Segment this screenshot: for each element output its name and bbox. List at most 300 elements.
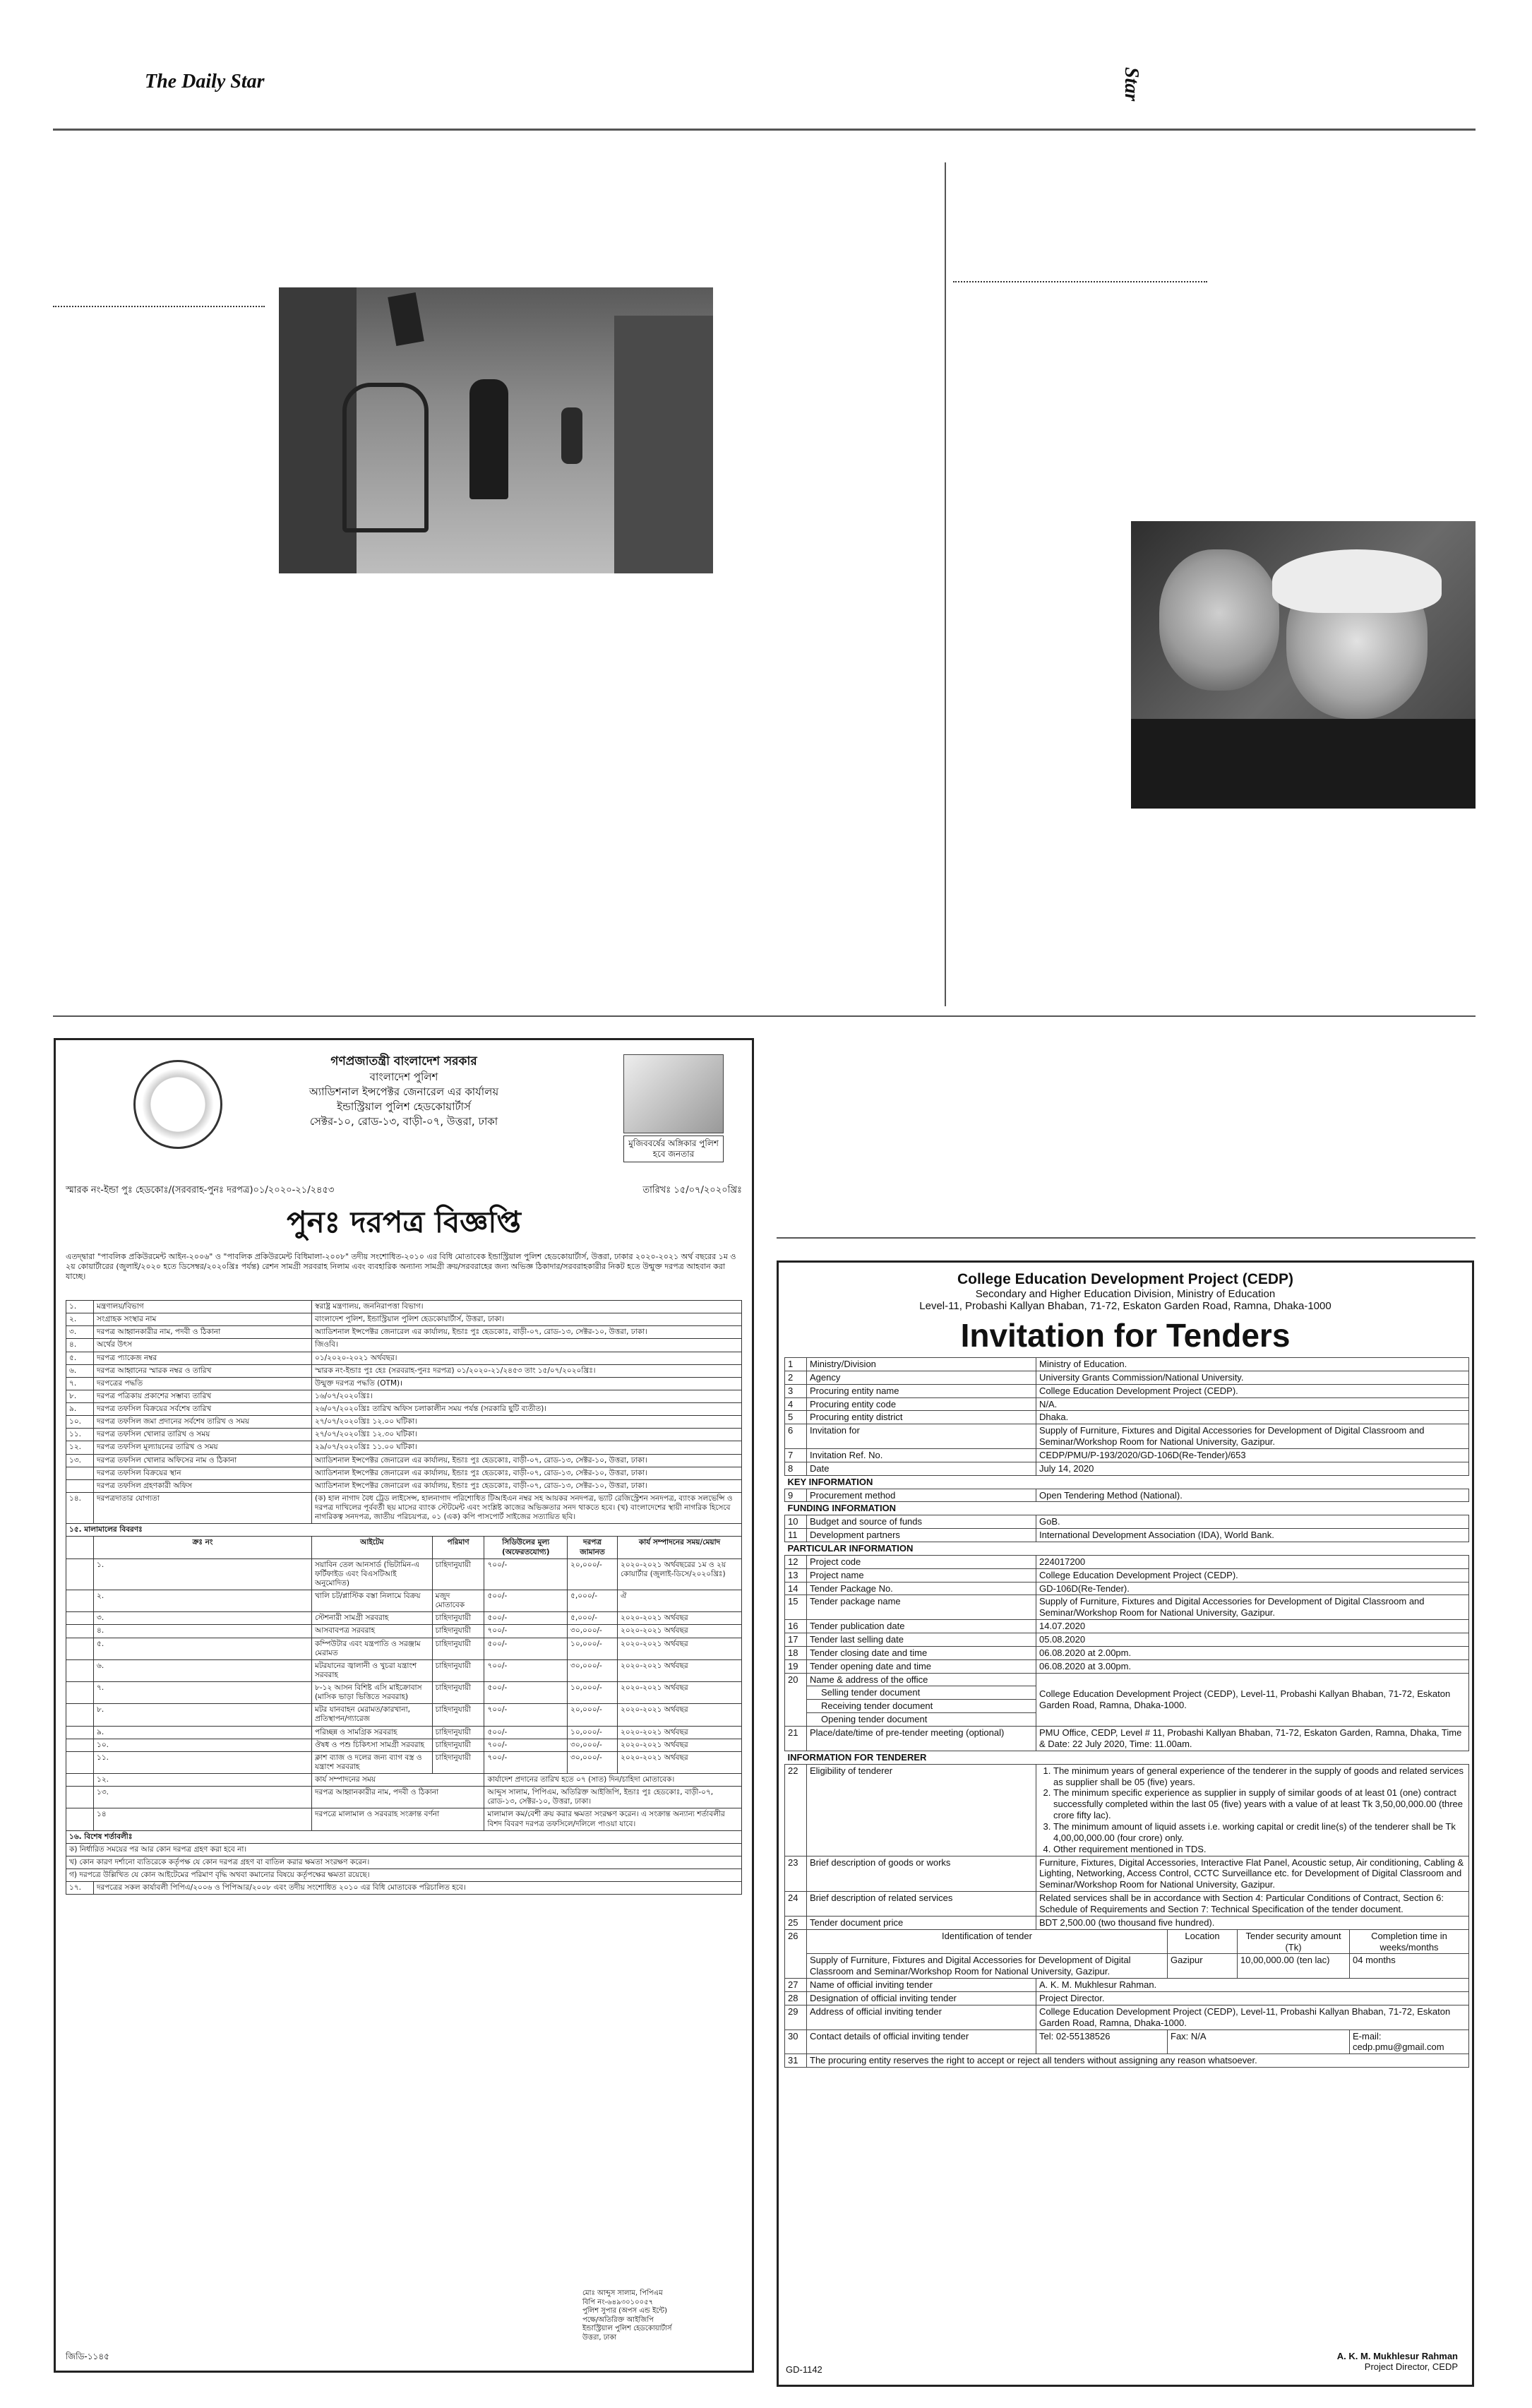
org-address: Level-11, Probashi Kallyan Bhaban, 71-72, Eskaton Garden Road, Ramna, Dhaka-1000 <box>919 1300 1331 1312</box>
notice-table <box>66 1300 742 1895</box>
table-cell: ঐ <box>618 1590 742 1612</box>
table-cell: Procuring entity code <box>807 1397 1036 1411</box>
notice-intro: এতদ্দ্বারা "পাবলিক প্রকিউরমেন্ট আইন-২০০৬" ও "পাবলিক প্রকিউরমেন্ট বিধিমালা-২০০৮" তদীয় সংশোধিত-২০১০ এর বিধি মোতাবেক ইন্ডাস্ট্রিয়াল পুলিশ হেডকোয়ার্টার্স, উত্তরা, ঢাকার ২০২০-২০২১ অর্থ বছরের ১ম ও ২য় কোয়ার্টারের (জুলাই/২০২০ হতে ডিসেম্বর/২০২০খ্রিঃ পর্যন্ত) রেশন সামগ্রী সরবরাহ নিলাম এবং ব্যবহারিক অন্যান্য সামগ্রী ক্রয়/সরবরাহের জন্য অভিজ্ঞ ঠিকাদার/সরবরাহকারীর নিকট হতে উন্মুক্ত দরপত্র আহবান করা যাচ্ছে। <box>66 1252 736 1281</box>
org-division: Secondary and Higher Education Division, Ministry of Education <box>975 1288 1276 1300</box>
table-cell: College Education Development Project (CEDP). <box>1036 1568 1469 1582</box>
table-cell: College Education Development Project (CEDP), Level-11, Probashi Kallyan Bhaban, 71-72, Eskaton Garden Road, Ramna, Dhaka-1000. <box>1036 1673 1469 1726</box>
table-cell: E-mail: cedp.pmu@gmail.com <box>1350 2029 1469 2054</box>
table-cell: ২০২০-২০২১ অর্থবছর <box>618 1751 742 1773</box>
table-cell: ৪. <box>94 1625 312 1638</box>
table-cell: Ministry of Education. <box>1036 1358 1469 1371</box>
table-cell: ৫. <box>94 1638 312 1659</box>
table-cell: দরপত্র তফসিল খোলার অফিসের নাম ও ঠিকানা <box>94 1454 312 1467</box>
table-cell: Agency <box>807 1371 1036 1384</box>
table-row <box>66 1467 742 1479</box>
table-cell: Procuring entity district <box>807 1411 1036 1424</box>
table-row <box>785 1449 1469 1462</box>
table-row <box>66 1869 742 1882</box>
table-cell: 9 <box>785 1489 807 1502</box>
table-row <box>785 1916 1469 1929</box>
table-cell: ৫০০/- <box>484 1590 568 1612</box>
table-cell: 7 <box>785 1449 807 1462</box>
table-cell: বাংলাদেশ পুলিশ, ইন্ডাস্ট্রিয়াল পুলিশ হেডকোয়ার্টার্স, উত্তরা, ঢাকা। <box>312 1313 742 1326</box>
table-cell: দরপত্রের সকল কার্যাবলী পিপিএ/২০০৬ ও পিপিআর/২০০৮ এবং তদীয় সংশোধিত ২০১০ এর বিধি মোতাবেক পরিচালিত হবে। <box>94 1882 742 1895</box>
table-cell: 26 <box>785 1929 807 1978</box>
table-cell: চাহিদানুযায়ী <box>432 1659 484 1681</box>
table-cell: 18 <box>785 1646 807 1659</box>
list-item: 1. The minimum years of general experience of the tenderer in the supply of goods and related services as supplier shall be 05 (five) years. <box>1053 1765 1466 1788</box>
table-cell: 14.07.2020 <box>1036 1620 1469 1633</box>
table-row <box>785 1929 1469 1954</box>
table-cell: 15 <box>785 1595 807 1620</box>
table-cell: মটরযানের জ্বালানী ও খুচরা যন্ত্রাংশ সরবরাহ <box>312 1659 433 1681</box>
table-cell: কার্য সম্পাদনের সময়/মেয়াদ <box>618 1537 742 1558</box>
table-cell: ৫০০/- <box>484 1638 568 1659</box>
table-cell: ২৯/০৭/২০২০খ্রিঃ ১১.০০ ঘটিকা। <box>312 1441 742 1454</box>
column-divider <box>945 162 946 1006</box>
table-cell: ১৩. <box>66 1454 94 1467</box>
table-cell: ৩০,০০০/- <box>568 1625 618 1638</box>
table-cell: ৩০,০০০/- <box>568 1659 618 1681</box>
table-row <box>785 1489 1469 1502</box>
police-seal-icon <box>133 1060 222 1149</box>
table-cell: Project name <box>807 1568 1036 1582</box>
table-cell: ২০২০-২০২১ অর্থবছর <box>618 1682 742 1704</box>
table-cell: ১৫. মালামালের বিবরণঃ <box>66 1524 742 1537</box>
table-row <box>66 1416 742 1429</box>
table-cell: চাহিদানুযায়ী <box>432 1682 484 1704</box>
table-cell: 06.08.2020 at 2.00pm. <box>1036 1646 1469 1659</box>
table-row <box>785 1358 1469 1371</box>
table-cell: আইটেম <box>312 1537 433 1558</box>
table-cell: ৭০০/- <box>484 1558 568 1590</box>
table-cell: 13 <box>785 1568 807 1582</box>
table-cell: ৭০০/- <box>484 1751 568 1773</box>
memo-ref: স্মারক নং-ইন্ডা পুঃ হেডকোঃ/(সরবরাহ-পুনঃ দরপত্র)০১/২০২০-২১/২৪৫৩ <box>66 1185 335 1196</box>
table-row <box>785 1751 1469 1764</box>
table-cell: ৫০০/- <box>484 1612 568 1625</box>
table-cell: 11 <box>785 1529 807 1542</box>
tender-title: Invitation for Tenders <box>960 1317 1291 1354</box>
table-cell: College Education Development Project (CEDP), Level-11, Probashi Kallyan Bhaban, 71-72, Eskaton Garden Road, Ramna, Dhaka-1000. <box>1036 2005 1469 2029</box>
table-cell: Furniture, Fixtures, Digital Accessories, Interactive Flat Panel, Acoustic setup, Air conditioning, Cabling & Lighting, Networking, Access Control, CCTC Surveillance etc. for Development of Digital Classroom and Seminar/Workshop Room for National University, Gazipur. <box>1036 1856 1469 1892</box>
header-line: ইন্ডাস্ট্রিয়াল পুলিশ হেডকোয়ার্টার্স <box>337 1099 471 1113</box>
table-cell: Dhaka. <box>1036 1411 1469 1424</box>
street-lockdown-photo <box>279 287 713 573</box>
table-row <box>785 1954 1469 1979</box>
table-row <box>66 1682 742 1704</box>
table-cell: ৯. <box>94 1726 312 1739</box>
table-cell: ১০. <box>66 1416 94 1429</box>
table-cell: 19 <box>785 1659 807 1673</box>
table-cell: A. K. M. Mukhlesur Rahman. <box>1036 1979 1469 1992</box>
list-item: 4. Other requirement mentioned in TDS. <box>1053 1844 1466 1855</box>
table-cell: The procuring entity reserves the right to accept or reject all tenders without assigning any reason whatsoever. <box>807 2054 1469 2068</box>
table-cell: Tender Package No. <box>807 1582 1036 1595</box>
table-row <box>785 1595 1469 1620</box>
table-cell: ২০,০০০/- <box>568 1558 618 1590</box>
table-cell: Contact details of official inviting tender <box>807 2029 1036 2054</box>
table-cell: 2 <box>785 1371 807 1384</box>
table-row <box>66 1454 742 1467</box>
table-cell: Name of official inviting tender <box>807 1979 1036 1992</box>
org-name: College Education Development Project (CEDP) <box>957 1271 1294 1287</box>
table-cell: ৫. <box>66 1352 94 1364</box>
table-cell: Supply of Furniture, Fixtures and Digital Accessories for Development of Digital Classroom and Seminar/Workshop Room for National University, Gazipur. <box>807 1954 1168 1979</box>
table-cell: CEDP/PMU/P-193/2020/GD-106D(Re-Tender)/653 <box>1036 1449 1469 1462</box>
table-cell: Brief description of related services <box>807 1892 1036 1917</box>
header-line: সেক্টর-১০, রোড-১৩, বাড়ী-০৭, উত্তরা, ঢাকা <box>309 1114 498 1128</box>
table-cell: Designation of official inviting tender <box>807 1991 1036 2005</box>
table-cell <box>66 1479 94 1492</box>
table-row <box>66 1739 742 1751</box>
table-cell: চাহিদানুযায়ী <box>432 1726 484 1739</box>
leaders-photo <box>1131 521 1476 809</box>
table-cell: ০১/২০২০-২০২১ অর্থবছর। <box>312 1352 742 1364</box>
table-cell: Brief description of goods or works <box>807 1856 1036 1892</box>
table-cell: ক্লাশ ব্যাজ ও দলের জন্য ব্যাগ বস্ত্র ও যন্ত্রাংশ সরবরাহ <box>312 1751 433 1773</box>
table-row <box>66 1726 742 1739</box>
table-row <box>785 1659 1469 1673</box>
table-row <box>66 1352 742 1364</box>
table-cell: ১৩. <box>94 1787 312 1808</box>
table-cell: Tender closing date and time <box>807 1646 1036 1659</box>
table-row <box>785 1515 1469 1529</box>
table-cell: ৩. <box>66 1326 94 1339</box>
table-cell: স্মারক নং-ইন্ডাঃ পুঃ হেঃ (সরবরাহ-পুনঃ দরপত্র) ০১/২০২০-২১/২৪৫৩ তাং ১৫/০৭/২০২০খ্রিঃ। <box>312 1364 742 1377</box>
table-cell: ৭০০/- <box>484 1659 568 1681</box>
table-cell: ৭০০/- <box>484 1704 568 1726</box>
table-cell: Development partners <box>807 1529 1036 1542</box>
table-cell: ৮-১২ আসন বিশিষ্ট এসি মাইক্রোবাস (মাসিক ভাড়া ভিত্তিতে সরবরাহ) <box>312 1682 433 1704</box>
table-cell: Identification of tender <box>807 1929 1168 1954</box>
table-cell: ২০,০০০/- <box>568 1704 618 1726</box>
table-row <box>66 1364 742 1377</box>
table-cell: অ্যাডিশনাল ইন্সপেক্টর জেনারেল এর কার্যালয়, ইন্ডাঃ পুঃ হেডকোঃ, বাড়ী-০৭, রোড-১৩, সেক্টর-১০, উত্তরা, ঢাকা। <box>312 1454 742 1467</box>
table-cell: ২৭/০৭/২০২০খ্রিঃ ১২.৩০ ঘটিকা। <box>312 1429 742 1441</box>
table-cell: মন্ত্রণালয়/বিভাগ <box>94 1301 312 1313</box>
sign-line: পুলিশ সুপার (অপস এন্ড ইন্টে) <box>582 2307 668 2315</box>
table-cell: দরপত্র প্যাকেজ নম্বর <box>94 1352 312 1364</box>
table-cell: ২. <box>94 1590 312 1612</box>
table-cell: Tender publication date <box>807 1620 1036 1633</box>
table-cell: Ministry/Division <box>807 1358 1036 1371</box>
table-cell: Procuring entity name <box>807 1384 1036 1397</box>
masthead-logo-right: Star <box>1120 67 1142 102</box>
table-cell: দরপত্র তফসিল গ্রহণকারী অফিস <box>94 1479 312 1492</box>
table-row <box>66 1492 742 1523</box>
table-row <box>785 1991 1469 2005</box>
table-cell: 10 <box>785 1515 807 1529</box>
table-cell: অ্যাডিশনাল ইন্সপেক্টর জেনারেল এর কার্যালয়, ইন্ডাঃ পুঃ হেডকোঃ, বাড়ী-০৭, রোড-১৩, সেক্টর-১০, উত্তরা, ঢাকা। <box>312 1479 742 1492</box>
table-row <box>785 1568 1469 1582</box>
table-cell: 23 <box>785 1856 807 1892</box>
table-cell: ১৬/০৭/২০২০খ্রিঃ। <box>312 1390 742 1402</box>
sign-title: Project Director, CEDP <box>1364 2361 1458 2372</box>
table-cell: ১৬. বিশেষ শর্তাবলীঃ <box>66 1830 742 1843</box>
table-row <box>66 1808 742 1830</box>
table-row <box>66 1625 742 1638</box>
table-cell: ১০,০০০/- <box>568 1726 618 1739</box>
table-cell: ২. <box>66 1313 94 1326</box>
table-cell: ১৪. <box>66 1492 94 1523</box>
table-cell: Selling tender document <box>807 1686 1036 1700</box>
table-row <box>785 1529 1469 1542</box>
table-cell: 06.08.2020 at 3.00pm. <box>1036 1659 1469 1673</box>
table-row <box>66 1479 742 1492</box>
table-cell: 21 <box>785 1727 807 1751</box>
table-cell: ৩০,০০০/- <box>568 1751 618 1773</box>
table-cell: 04 months <box>1350 1954 1469 1979</box>
table-cell: দরপত্র তফসিল খোলার তারিখ ও সময় <box>94 1429 312 1441</box>
table-cell: দরপত্র তফসিল জমা প্রদানের সর্বশেষ তারিখ ও সময় <box>94 1416 312 1429</box>
memo-date: তারিখঃ ১৫/০৭/২০২০খ্রিঃ <box>642 1185 742 1196</box>
table-row <box>66 1590 742 1612</box>
table-cell: ২০২০-২০২১ অর্থবছর <box>618 1659 742 1681</box>
table-row <box>785 1727 1469 1751</box>
table-cell: ৯. <box>66 1403 94 1416</box>
notice-title: পুনঃ দরপত্র বিজ্ঞপ্তি <box>287 1205 521 1239</box>
table-cell: দরপত্র তফসিল মূল্যায়নের তারিখ ও সময় <box>94 1441 312 1454</box>
table-row <box>785 1502 1469 1515</box>
table-cell: Name & address of the office <box>807 1673 1036 1686</box>
table-cell: দরপত্র তফসিল বিক্রয়ের স্থান <box>94 1467 312 1479</box>
table-cell: 5 <box>785 1411 807 1424</box>
table-cell: ১০. <box>94 1739 312 1751</box>
sign-line: বিপি নং-৬৪৯৩০১০০৫৭ <box>582 2298 654 2306</box>
table-cell: Opening tender document <box>807 1713 1036 1727</box>
sign-line: ইন্ডাস্ট্রিয়াল পুলিশ হেডকোয়ার্টার্স <box>582 2325 672 2332</box>
dotted-rule-left <box>53 306 265 307</box>
table-cell: Invitation for <box>807 1424 1036 1449</box>
table-row <box>66 1787 742 1808</box>
table-cell: GoB. <box>1036 1515 1469 1529</box>
table-cell: FUNDING INFORMATION <box>785 1502 1469 1515</box>
table-cell: Supply of Furniture, Fixtures and Digital Accessories for Development of Digital Classroom and Seminar/Workshop Room for National University, Gazipur. <box>1036 1424 1469 1449</box>
table-cell: পরিচ্ছন্ন ও সামগ্রিক সরবরাহ <box>312 1726 433 1739</box>
table-cell: ৩০,০০০/- <box>568 1739 618 1751</box>
table-row <box>66 1313 742 1326</box>
table-cell: ১২. <box>66 1441 94 1454</box>
table-cell: 6 <box>785 1424 807 1449</box>
table-row <box>785 1620 1469 1633</box>
table-cell: ৮. <box>94 1704 312 1726</box>
table-cell: 10,00,000.00 (ten lac) <box>1238 1954 1350 1979</box>
table-cell: KEY INFORMATION <box>785 1475 1469 1489</box>
sign-line: পক্ষে/অতিরিক্ত আইজিপি <box>582 2315 654 2324</box>
table-cell: ৫০০/- <box>484 1682 568 1704</box>
table-cell: ৫০০/- <box>484 1726 568 1739</box>
table-cell: খালি চট/প্লাস্টিক বস্তা নিলামে বিক্রয় <box>312 1590 433 1612</box>
table-cell: চাহিদানুযায়ী <box>432 1704 484 1726</box>
right-rule <box>777 1237 1476 1239</box>
table-row <box>66 1429 742 1441</box>
table-row <box>66 1537 742 1558</box>
table-cell: Date <box>807 1462 1036 1475</box>
sign-line: উত্তরা, ঢাকা <box>582 2333 617 2342</box>
table-cell: 28 <box>785 1991 807 2005</box>
table-row <box>785 1542 1469 1556</box>
table-cell: মজুদ মোতাবেক <box>432 1590 484 1612</box>
table-cell: 05.08.2020 <box>1036 1633 1469 1647</box>
table-cell: ক) নির্ধারিত সময়ের পর আর কোন দরপত্র গ্রহণ করা হবে না। <box>66 1843 742 1856</box>
table-cell: ৪. <box>66 1339 94 1352</box>
table-cell: Eligibility of tenderer <box>807 1764 1036 1856</box>
table-row <box>785 1633 1469 1647</box>
table-cell: Tel: 02-55138526 <box>1036 2029 1168 2054</box>
table-cell: চাহিদানুযায়ী <box>432 1751 484 1773</box>
header-line: বাংলাদেশ পুলিশ <box>369 1071 438 1084</box>
table-row <box>66 1441 742 1454</box>
table-cell: 8 <box>785 1462 807 1475</box>
table-cell: ২০২০-২০২১ অর্থবছর <box>618 1625 742 1638</box>
table-row <box>66 1612 742 1625</box>
table-cell: PARTICULAR INFORMATION <box>785 1542 1469 1556</box>
table-cell: ২০২০-২০২১ অর্থবছর <box>618 1638 742 1659</box>
table-cell: 3 <box>785 1384 807 1397</box>
table-cell: ২৬/০৭/২০২০খ্রিঃ তারিখ অফিস চলাকালীন সময় পর্যন্ত (সরকারি ছুটি ব্যতীত)। <box>312 1403 742 1416</box>
table-cell: BDT 2,500.00 (two thousand five hundred). <box>1036 1916 1469 1929</box>
table-row <box>785 1979 1469 1992</box>
table-cell: Receiving tender document <box>807 1700 1036 1713</box>
mujib-caption: মুজিববর্ষের অঙ্গিকার পুলিশ হবে জনতার <box>623 1136 724 1162</box>
table-cell: Project Director. <box>1036 1991 1469 2005</box>
table-cell: ২০২০-২০২১ অর্থবছর <box>618 1704 742 1726</box>
table-row <box>66 1377 742 1390</box>
table-cell: ১. <box>94 1558 312 1590</box>
table-row <box>785 2029 1469 2054</box>
table-cell: ১১. <box>94 1751 312 1773</box>
table-cell: ১২. <box>94 1774 312 1787</box>
tender-table <box>784 1357 1469 2068</box>
table-cell: দরপত্র জামানত <box>568 1537 618 1558</box>
table-cell: 29 <box>785 2005 807 2029</box>
table-cell: Invitation Ref. No. <box>807 1449 1036 1462</box>
table-cell: ২০২০-২০২১ অর্থবছরের ১ম ও ২য় কোয়ার্টার (জুলাই-ডিসে/২০২০খ্রিঃ) <box>618 1558 742 1590</box>
table-cell: College Education Development Project (CEDP). <box>1036 1384 1469 1397</box>
table-cell: অ্যাডিশনাল ইন্সপেক্টর জেনারেল এর কার্যালয়, ইন্ডাঃ পুঃ হেডকোঃ, বাড়ী-০৭, রোড-১৩, সেক্টর-১০, উত্তরা, ঢাকা। <box>312 1467 742 1479</box>
table-cell: ৭০০/- <box>484 1739 568 1751</box>
table-cell: মালামাল কম/বেশী ক্রয় করার ক্ষমতা সংরক্ষণ করেন। এ সংক্রান্ত অন্যান্য শর্তাবলীর বিশদ বিবরণ দরপত্র তফসিলে/দলিলে পাওয়া যাবে। <box>484 1808 742 1830</box>
table-cell: Tender document price <box>807 1916 1036 1929</box>
table-cell: খ) কোন কারণ দর্শানো ব্যতিরেকে কর্তৃপক্ষ যে কোন দরপত্র গ্রহণ বা বাতিল করার ক্ষমতা সংরক্ষণ করেন। <box>66 1856 742 1868</box>
top-rule <box>53 129 1476 131</box>
memo-line <box>66 1185 742 1196</box>
table-row <box>785 1892 1469 1917</box>
table-row <box>785 2005 1469 2029</box>
table-cell: Open Tendering Method (National). <box>1036 1489 1469 1502</box>
table-cell: 4 <box>785 1397 807 1411</box>
table-row <box>785 1555 1469 1568</box>
table-cell: Budget and source of funds <box>807 1515 1036 1529</box>
table-cell: Place/date/time of pre-tender meeting (optional) <box>807 1727 1036 1751</box>
table-cell: 31 <box>785 2054 807 2068</box>
table-row <box>66 1524 742 1537</box>
table-cell: ৬. <box>94 1659 312 1681</box>
table-cell: ২৭/০৭/২০২০খ্রিঃ ১২.০০ ঘটিকা। <box>312 1416 742 1429</box>
table-cell: সিডিউলের মূল্য (অফেরতযোগ্য) <box>484 1537 568 1558</box>
table-cell: Related services shall be in accordance with Section 4: Particular Conditions of Contract, Section 6: Schedule of Requirements and Section 7: Technical Specification of the tender document. <box>1036 1892 1469 1917</box>
table-cell: 25 <box>785 1916 807 1929</box>
table-cell: ১০,০০০/- <box>568 1638 618 1659</box>
table-cell: চাহিদানুযায়ী <box>432 1625 484 1638</box>
table-cell: মটর যানবাহন মেরামত/কারখানা, প্রতিস্থাপন/গ্যারেজ <box>312 1704 433 1726</box>
table-row <box>66 1882 742 1895</box>
table-cell: ক্রঃ নং <box>94 1537 312 1558</box>
header-line: গণপ্রজাতন্ত্রী বাংলাদেশ সরকার <box>330 1054 477 1068</box>
table-cell: ৫,০০০/- <box>568 1590 618 1612</box>
table-cell: Address of official inviting tender <box>807 2005 1036 2029</box>
table-row <box>785 1582 1469 1595</box>
table-cell: ১১. <box>66 1429 94 1441</box>
table-cell: 14 <box>785 1582 807 1595</box>
header-line: অ্যাডিশনাল ইন্সপেক্টর জেনারেল এর কার্যালয় <box>309 1085 499 1098</box>
table-row <box>66 1558 742 1590</box>
table-cell: গ) দরপত্রে উল্লিখিত যে কোন আইটেমের পরিমাণ বৃদ্ধি অথবা কমানোর বিষয়ে কর্তৃপক্ষের ক্ষমতা রয়েছে। <box>66 1869 742 1882</box>
table-cell: ২০২০-২০২১ অর্থবছর <box>618 1726 742 1739</box>
table-cell: অ্যাডিশনাল ইন্সপেক্টর জেনারেল এর কার্যালয়, ইন্ডাঃ পুঃ হেডকোঃ, বাড়ী-০৭, রোড-১৩, সেক্টর-১০, উত্তরা, ঢাকা। <box>312 1326 742 1339</box>
sign-name: A. K. M. Mukhlesur Rahman <box>1336 2351 1458 2361</box>
table-row <box>785 1384 1469 1397</box>
table-row <box>785 1462 1469 1475</box>
table-row <box>66 1390 742 1402</box>
table-cell: কম্পিউটার এবং যন্ত্রপাতি ও সরঞ্জাম মেরামত <box>312 1638 433 1659</box>
table-cell: দরপত্রের পদ্ধতি <box>94 1377 312 1390</box>
table-row <box>66 1856 742 1868</box>
table-cell: জিওবি। <box>312 1339 742 1352</box>
bangla-tender-notice <box>54 1038 754 2373</box>
table-cell: Tender last selling date <box>807 1633 1036 1647</box>
table-cell: স্বরাষ্ট্র মন্ত্রণালয়, জননিরাপত্তা বিভাগ। <box>312 1301 742 1313</box>
table-cell: July 14, 2020 <box>1036 1462 1469 1475</box>
table-cell: INFORMATION FOR TENDERER <box>785 1751 1469 1764</box>
table-cell: ১. <box>66 1301 94 1313</box>
table-cell: Tender opening date and time <box>807 1659 1036 1673</box>
table-cell: ৭. <box>66 1377 94 1390</box>
table-cell: 27 <box>785 1979 807 1992</box>
table-cell: স্টেশনারী সামগ্রী সরবরাহ <box>312 1612 433 1625</box>
table-cell: চাহিদানুযায়ী <box>432 1558 484 1590</box>
table-cell: ৩. <box>94 1612 312 1625</box>
table-cell: Fax: N/A <box>1168 2029 1350 2054</box>
table-cell: PMU Office, CEDP, Level # 11, Probashi Kallyan Bhaban, 71-72, Eskaton Garden, Ramna, Dhaka, Time & Date: 22 July 2020, Time: 11.00am. <box>1036 1727 1469 1751</box>
table-cell: ৫,০০০/- <box>568 1612 618 1625</box>
masthead-logo-left: The Daily Star <box>145 71 265 93</box>
gd-number: জিডি-১১৪৫ <box>66 2352 109 2361</box>
cedp-tender-notice <box>777 1260 1474 2387</box>
table-cell: দরপত্র আহ্বানের স্মারক নম্বর ও তারিখ <box>94 1364 312 1377</box>
table-cell: ৭০০/- <box>484 1625 568 1638</box>
table-cell: 30 <box>785 2029 807 2054</box>
table-row <box>66 1774 742 1787</box>
table-cell: অর্থের উৎস <box>94 1339 312 1352</box>
table-row <box>66 1403 742 1416</box>
table-row <box>66 1659 742 1681</box>
table-cell: University Grants Commission/National University. <box>1036 1371 1469 1384</box>
table-cell: দরপত্র আহ্বানকারীর নাম, পদবী ও ঠিকানা <box>312 1787 484 1808</box>
table-cell: (ক) হাল নাগাদ বৈধ ট্রেড লাইসেন্স, হালনাগাদ পরিশোধিত টিআইএন নম্বর সহ আয়কর সনদপত্র, ভ্যাট রেজিস্ট্রেশন সনদপত্র, ব্যাংক সলভেন্সি ও দরপত্র দাখিলের পূর্ববর্তী ছয় মাসের ব্যাংক স্টেটমেন্ট এবং সংশ্লিষ্ট কাজের অভিজ্ঞতার সনদ থাকতে হবে। (খ) বাংলাদেশের স্থায়ী নাগরিক হিসেবে নাগরিকত্ব সনদপত্র, জাতীয় পরিচয়পত্র, ০১ (এক) কপি পাসপোর্ট সাইজের সত্যায়িত ছবি। <box>312 1492 742 1523</box>
signature-block <box>1337 2351 1458 2372</box>
mujib-portrait-icon <box>623 1054 724 1133</box>
sign-line: মোঃ আব্দুস সালাম, পিপিএম <box>582 2289 663 2297</box>
table-cell: Tender package name <box>807 1595 1036 1620</box>
table-cell: GD-106D(Re-Tender). <box>1036 1582 1469 1595</box>
table-cell: চাহিদানুযায়ী <box>432 1612 484 1625</box>
table-cell: ৮. <box>66 1390 94 1402</box>
mid-rule <box>53 1015 1476 1017</box>
table-cell: Procurement method <box>807 1489 1036 1502</box>
table-row <box>785 1646 1469 1659</box>
